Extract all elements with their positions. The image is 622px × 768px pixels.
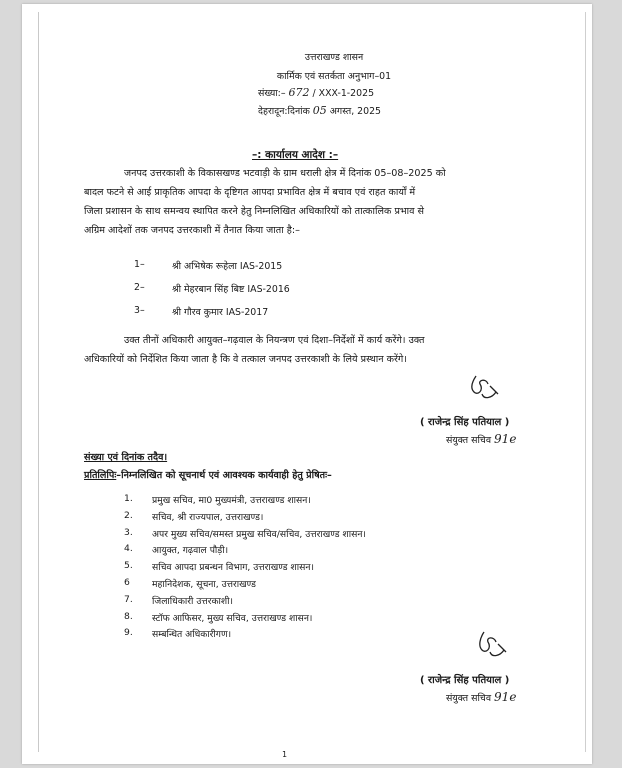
initials-handwritten: 91e (494, 432, 517, 446)
recipient: प्रमुख सचिव, मा0 मुख्यमंत्री, उत्तराखण्ड शासन। (152, 495, 311, 506)
recipient: महानिदेशक, सूचना, उत्तराखण्ड (152, 578, 256, 590)
copy-heading (84, 468, 332, 481)
page-left-border (38, 12, 39, 752)
page-right-border (585, 12, 586, 752)
signature-scribble (462, 372, 504, 404)
designation-text: संयुक्त सचिव (446, 693, 492, 704)
item-number: 9. (124, 627, 133, 639)
recipient: सम्बन्धित अधिकारीगण। (152, 629, 232, 641)
number-suffix: / XXX-1-2025 (312, 88, 375, 99)
item-number: 6 (124, 576, 130, 588)
date-handwritten: 05 (312, 104, 327, 117)
item-number: 2– (134, 282, 145, 293)
date-suffix: अगस्त, 2025 (329, 106, 382, 117)
order-paragraph-2 (84, 331, 552, 369)
recipient: स्टॉफ आफिसर, मुख्य सचिव, उत्तराखण्ड शासन। (152, 612, 313, 624)
item-number: 7. (124, 593, 133, 605)
reference-line: संख्या एवं दिनांक तदैव। (84, 452, 168, 463)
office-order-title: –: कार्यालय आदेश :– (252, 149, 339, 161)
copy-text: –निम्नलिखित को सूचनार्थ एवं आवश्यक कार्यवाही हेतु प्रेषितः– (116, 470, 332, 481)
recipient: अपर मुख्य सचिव/समस्त प्रमुख सचिव/सचिव, उत्तराखण्ड शासन। (152, 528, 366, 540)
recipient: सचिव, श्री राज्यपाल, उत्तराखण्ड। (152, 511, 264, 523)
government-name: उत्तराखण्ड शासन (304, 52, 364, 63)
letter-number (258, 86, 374, 99)
item-number: 1– (134, 259, 145, 270)
department-name: कार्मिक एवं सतर्कता अनुभाग–01 (276, 71, 392, 82)
page-number: 1 (282, 750, 288, 759)
signature-scribble (468, 628, 510, 662)
officer-name: श्री मेहरबान सिंह बिष्ट IAS-2016 (172, 284, 290, 295)
item-number: 5. (124, 560, 133, 572)
item-number: 3– (134, 305, 145, 316)
paragraph-line: जनपद उत्तरकाशी के विकासखण्ड भटवाड़ी के ग्राम धराली क्षेत्र में दिनांक 05–08–2025 को (124, 168, 446, 179)
designation-text: संयुक्त सचिव (446, 435, 492, 446)
signatory-name: ( राजेन्द्र सिंह पतियाल ) (420, 417, 510, 428)
paragraph-line: उक्त तीनों अधिकारी आयुक्त–गढ़वाल के नियन्त्रण एवं दिशा–निर्देशों में कार्य करेंगे। उक्त (124, 335, 425, 346)
paragraph-line: जिला प्रशासन के साथ समन्वय स्थापित करने हेतु निम्नलिखित अधिकारियों को तात्कालिक प्रभाव से (84, 206, 425, 217)
item-number: 1. (124, 493, 133, 504)
signatory-designation (446, 690, 516, 704)
date-prefix: देहरादून:दिनांक (258, 106, 310, 117)
item-number: 8. (124, 610, 133, 622)
officer-name: श्री अभिषेक रूहेला IAS-2015 (172, 261, 283, 272)
document-page (22, 4, 592, 764)
item-number: 4. (124, 543, 133, 555)
letter-date (258, 104, 381, 117)
signatory-name: ( राजेन्द्र सिंह पतियाल ) (420, 675, 510, 686)
recipient: जिलाधिकारी उत्तरकाशी। (152, 595, 234, 607)
copy-label: प्रतिलिपिः (84, 470, 117, 481)
paragraph-line: अग्रिम आदेशों तक जनपद उत्तरकाशी में तैनात किया जाता है:– (84, 225, 300, 236)
paragraph-line: बादल फटने से आई प्राकृतिक आपदा के दृष्टिगत आपदा प्रभावित क्षेत्र में बचाव एवं राहत कार्यों में (84, 187, 416, 198)
item-number: 3. (124, 526, 133, 538)
signatory-designation (446, 432, 516, 446)
officer-name: श्री गौरव कुमार IAS-2017 (172, 307, 269, 318)
order-paragraph-1 (84, 164, 552, 240)
paragraph-line: अधिकारियों को निर्देशित किया जाता है कि वे तत्काल जनपद उत्तरकाशी के लिये प्रस्थान करेंगे। (84, 354, 407, 365)
item-number: 2. (124, 509, 133, 521)
initials-handwritten: 91e (494, 690, 517, 704)
recipient: सचिव आपदा प्रबन्धन विभाग, उत्तराखण्ड शासन। (152, 562, 314, 574)
number-handwritten: 672 (288, 86, 310, 99)
number-prefix: संख्या:– (258, 88, 286, 99)
recipient: आयुक्त, गढ़वाल पौड़ी। (152, 545, 229, 557)
